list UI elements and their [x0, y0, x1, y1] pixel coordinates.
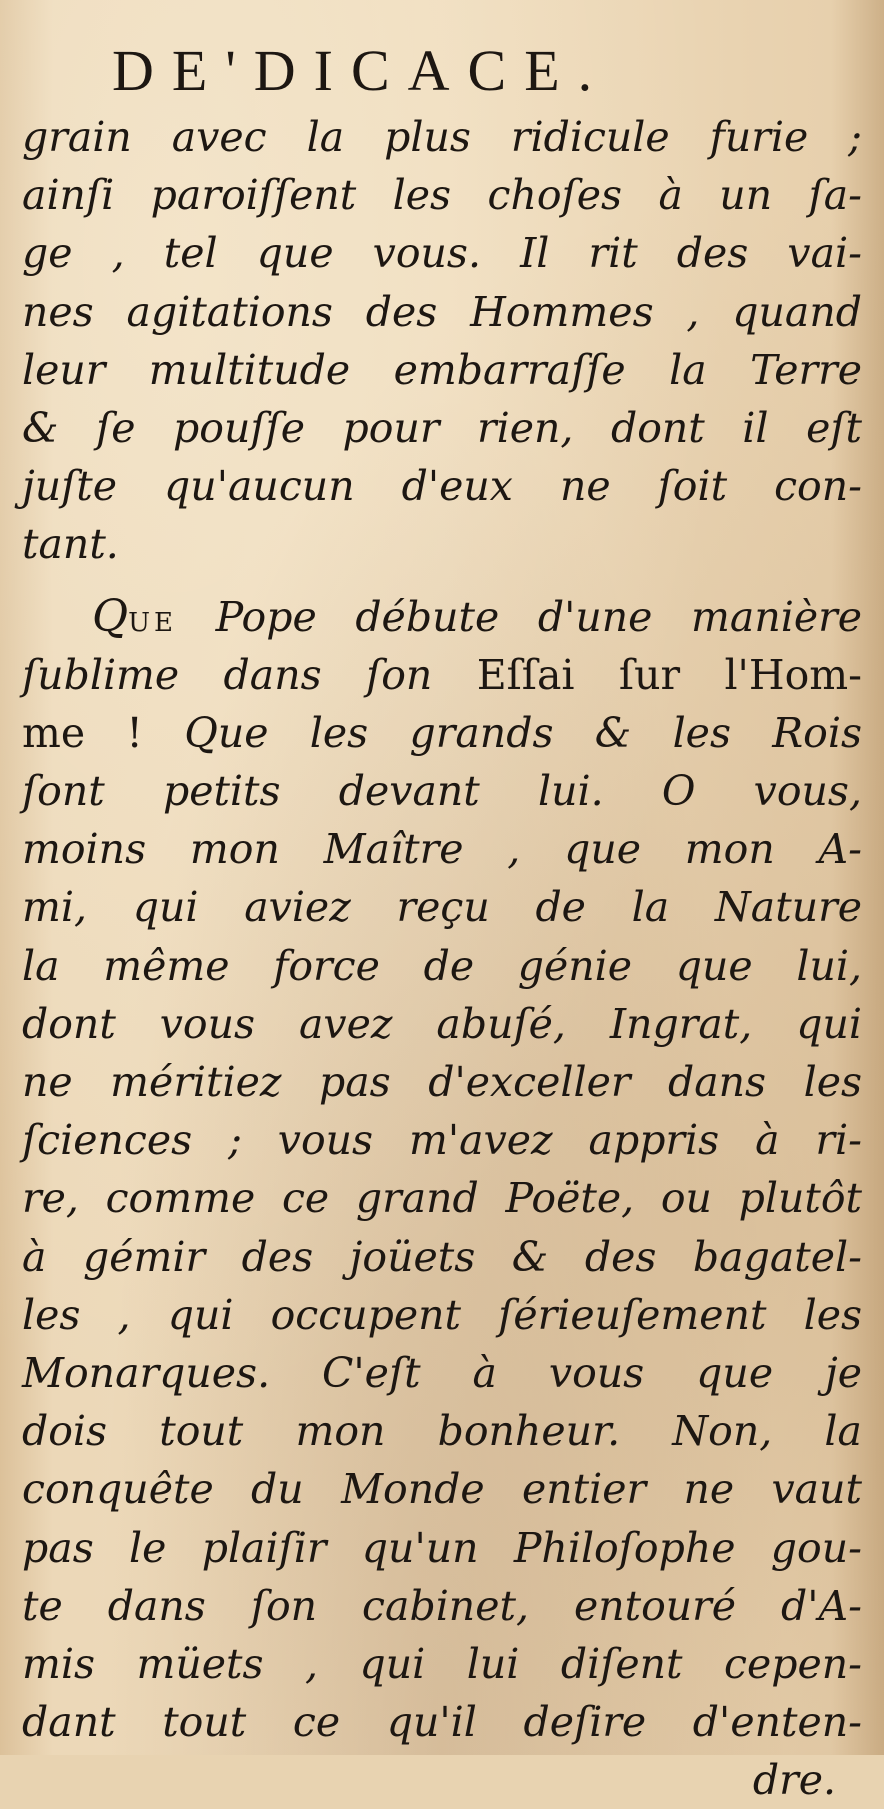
- body-text: [22, 108, 862, 1809]
- italic-segment: Que les grands & les Rois: [184, 708, 862, 757]
- text-line: ſciences ; vous m'avez appris à ri-: [22, 1116, 862, 1165]
- text-line: ainſi paroiſſent les choſes à un ſa-: [22, 171, 862, 220]
- text-line: conquête du Monde entier ne vaut: [22, 1465, 862, 1514]
- text-line: juſte qu'aucun d'eux ne ſoit con-: [22, 462, 862, 511]
- opening-text: Pope débute d'une manière: [215, 592, 862, 641]
- text-line: Monarques. C'eſt à vous que je: [22, 1348, 862, 1397]
- text-line: re, comme ce grand Poëte, ou plutôt: [22, 1174, 862, 1223]
- text-line: tant.: [22, 520, 119, 569]
- small-caps: UE: [128, 607, 177, 638]
- text-line: dois tout mon bonheur. Non, la: [22, 1407, 862, 1456]
- text-line: moins mon Maître , que mon A-: [22, 825, 862, 874]
- text-line: grain avec la plus ridicule furie ;: [22, 113, 862, 161]
- text-line: [22, 646, 862, 704]
- roman-segment: me !: [22, 708, 143, 757]
- paragraph-opening-line: [22, 588, 862, 646]
- text-line: leur multitude embarraſſe la Terre: [22, 345, 862, 394]
- running-header: DE'DICACE.: [112, 38, 611, 103]
- text-line: [22, 704, 862, 762]
- text-line: mi, qui aviez reçu de la Nature: [22, 883, 862, 932]
- text-line-last: dre.: [752, 1756, 836, 1805]
- text-line: ge , tel que vous. Il rit des vai-: [22, 229, 862, 278]
- text-line: dant tout ce qu'il deſire d'enten-: [22, 1698, 862, 1747]
- text-line: à gémir des joüets & des bagatel-: [22, 1232, 862, 1281]
- text-line: ſont petits devant lui. O vous,: [22, 767, 862, 816]
- initial-letter: Q: [92, 590, 129, 642]
- text-line: & ſe pouſſe pour rien, dont il eſt: [22, 403, 862, 452]
- text-line: la même force de génie que lui,: [22, 941, 862, 990]
- italic-segment: ſublime dans ſon: [22, 650, 433, 699]
- text-line: mis müets , qui lui diſent cepen-: [22, 1639, 862, 1688]
- text-line: pas le plaiſir qu'un Philoſophe gou-: [22, 1523, 862, 1572]
- text-line: nes agitations des Hommes , quand: [22, 287, 862, 336]
- text-line: les , qui occupent ſérieuſement les: [22, 1290, 862, 1339]
- text-line: ne méritiez pas d'exceller dans les: [22, 1058, 862, 1106]
- text-line: dont vous avez abuſé, Ingrat, qui: [22, 999, 862, 1048]
- book-title: Eſſai ſur l'Hom-: [476, 650, 862, 699]
- text-line: te dans ſon cabinet, entouré d'A-: [22, 1581, 862, 1630]
